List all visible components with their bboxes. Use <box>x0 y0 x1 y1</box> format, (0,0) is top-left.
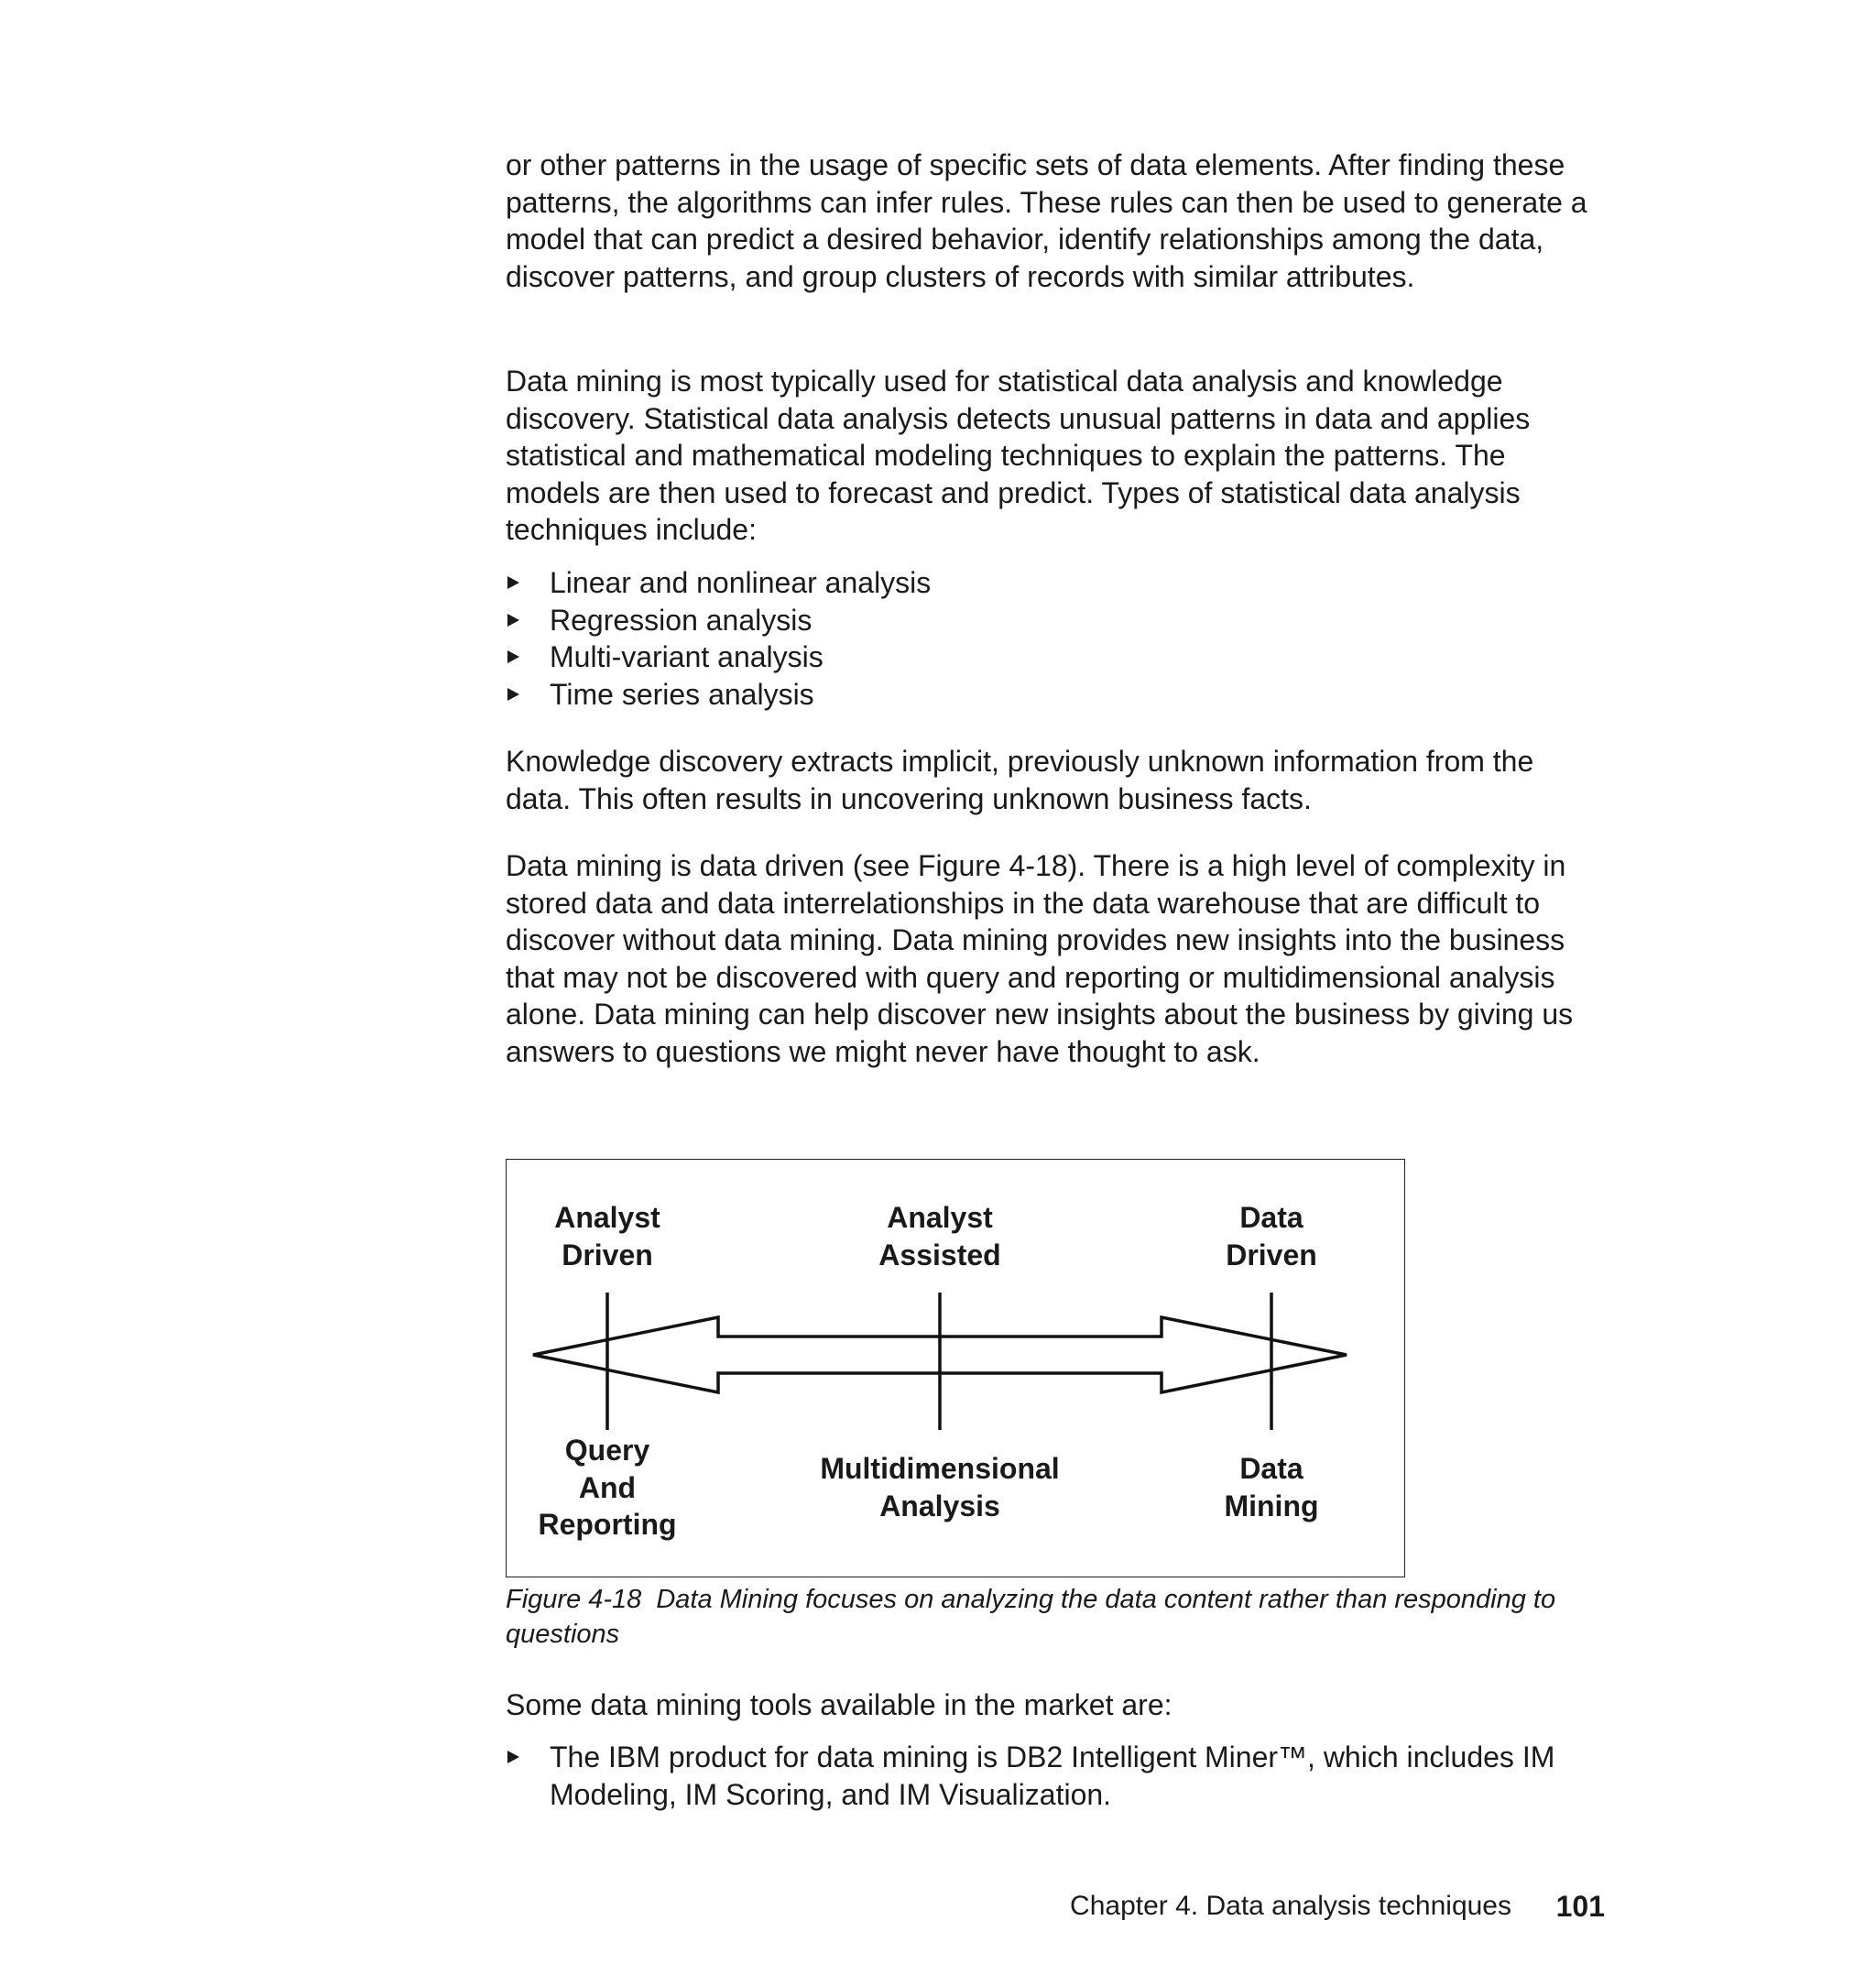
paragraph-patterns: or other patterns in the usage of specific sets of data elements. After finding these patterns, the algorithms can infer rules. These rules can then be used to generate a model that can predict a desired behavior, identify relationships among the data, discover patterns, and group clusters of records with similar attributes. <box>506 148 1587 293</box>
paragraph-statistical-analysis: Data mining is most typically used for statistical data analysis and knowledge discovery. Statistical data analysis detects unusual patterns in data and applies statistical and mathematical modeling techniques to explain the patterns. The models are then used to forecast and predict. Types of statistical data analysis techniques include: <box>506 365 1531 546</box>
figure-4-18-diagram <box>506 1159 1405 1577</box>
label-query-and-reporting: Query And Reporting <box>538 1434 677 1541</box>
label-data-mining: Data Mining <box>1224 1452 1319 1522</box>
list-item: Regression analysis <box>506 602 1605 639</box>
label-multidimensional-analysis: Multidimensional Analysis <box>820 1452 1060 1522</box>
paragraph-knowledge-discovery: Knowledge discovery extracts implicit, previously unknown information from the data. This often results in uncovering unknown business facts. <box>506 745 1534 815</box>
figure-caption-number: Figure 4-18 <box>506 1585 642 1614</box>
label-analyst-driven: Analyst Driven <box>554 1201 660 1271</box>
list-item: Multi-variant analysis <box>506 638 1605 676</box>
figure-caption-text: Data Mining focuses on analyzing the data content rather than responding to questions <box>506 1585 1556 1649</box>
paragraph-data-driven: Data mining is data driven (see Figure 4-18). There is a high level of complexity in stored data and data interrelationships in the data warehouse that are difficult to discover without data mining. Data mining provides new insights into the business that may not be discovered with query and reporting or multidimensional analysis alone. Data mining can help discover new insights about the business by giving us answers to questions we might never have thought to ask. <box>506 849 1574 1068</box>
list-item: Time series analysis <box>506 676 1605 714</box>
figure-caption <box>506 1582 1605 1652</box>
label-analyst-assisted: Analyst Assisted <box>878 1201 1001 1271</box>
analysis-techniques-list <box>506 564 1605 713</box>
list-item: Linear and nonlinear analysis <box>506 564 1605 602</box>
bullet-triangle-icon <box>507 688 519 701</box>
label-data-driven: Data Driven <box>1226 1201 1317 1271</box>
paragraph-tools-intro: Some data mining tools available in the market are: <box>506 1688 1172 1721</box>
bullet-triangle-icon <box>507 650 519 663</box>
list-item: The IBM product for data mining is DB2 Intelligent Miner™, which includes IM Modeling, IM Scoring, and IM Visualization. <box>506 1739 1605 1813</box>
bullet-triangle-icon <box>507 614 519 627</box>
tools-list <box>506 1739 1605 1813</box>
footer-page-number: 101 <box>1555 1890 1605 1923</box>
bullet-triangle-icon <box>507 1751 519 1763</box>
bullet-triangle-icon <box>507 576 519 589</box>
footer-chapter-title: Chapter 4. Data analysis techniques <box>1070 1891 1511 1921</box>
